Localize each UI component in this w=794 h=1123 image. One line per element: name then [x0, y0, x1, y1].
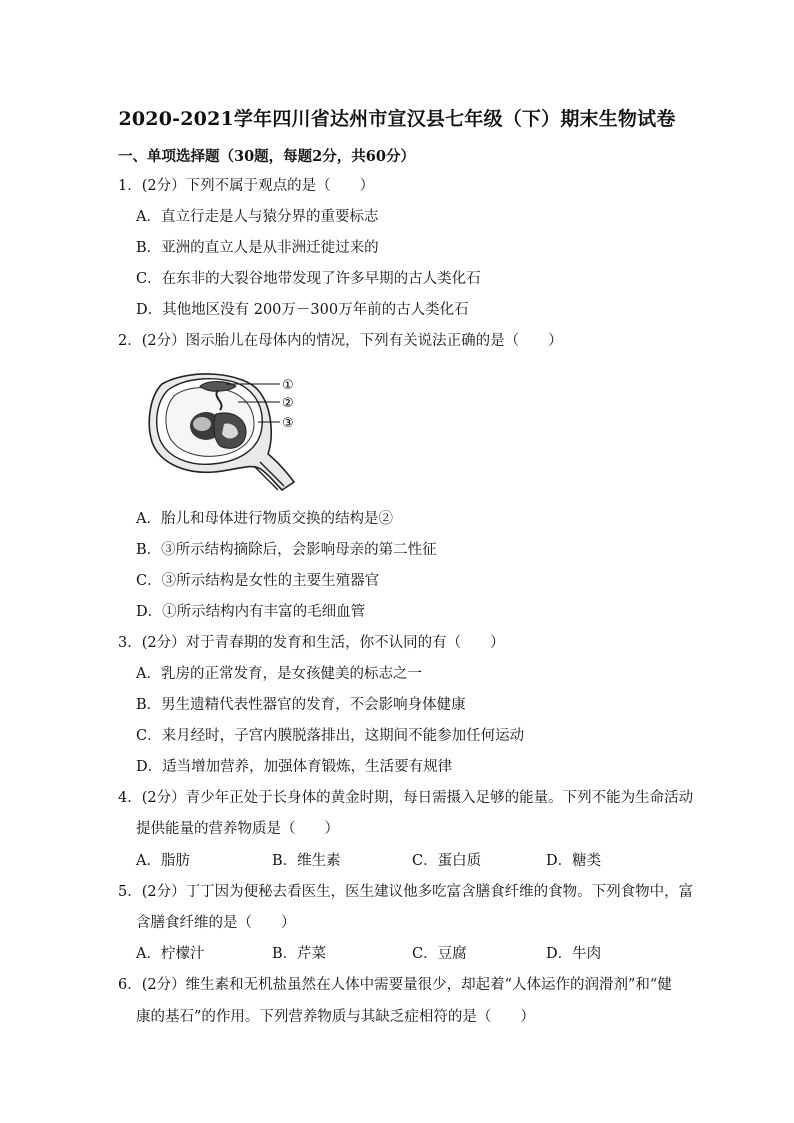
question-5-stem-line-2: 含膳食纤维的是（ ） — [136, 915, 296, 931]
question-3-option-c: C．来月经时，子宫内膜脱落排出，这期间不能参加任何运动 — [136, 728, 525, 744]
question-3-option-b: B．男生遗精代表性器官的发育，不会影响身体健康 — [136, 697, 466, 713]
question-4-stem-line-1: 4．(2分）青少年正处于长身体的黄金时期，每日需摄入足够的能量。下列不能为生命活动 — [118, 790, 694, 806]
fetus-in-uterus-figure — [142, 366, 302, 494]
question-1-option-b: B．亚洲的直立人是从非洲迁徙过来的 — [136, 240, 379, 256]
section-heading: 一、单项选择题（30题，每题2分，共60分） — [118, 148, 415, 165]
question-5-option-a: A．柠檬汁 — [136, 946, 205, 962]
question-4-option-b: B．维生素 — [272, 853, 341, 869]
question-4-option-c: C．蛋白质 — [412, 853, 482, 869]
question-1-option-c: C．在东非的大裂谷地带发现了许多早期的古人类化石 — [136, 271, 481, 287]
question-5-option-d: D．牛肉 — [546, 946, 602, 962]
figure-label-2: ② — [282, 396, 294, 411]
question-5-option-b: B．芹菜 — [272, 946, 327, 962]
figure-label-1: ① — [282, 378, 294, 393]
question-4-option-a: A．脂肪 — [136, 853, 190, 869]
question-6-stem-line-2: 康的基石”的作用。下列营养物质与其缺乏症相符的是（ ） — [136, 1009, 535, 1025]
figure-label-3: ③ — [282, 416, 294, 431]
question-3-option-d: D．适当增加营养，加强体育锻炼，生活要有规律 — [136, 759, 453, 775]
question-4-stem-line-2: 提供能量的营养物质是（ ） — [136, 821, 339, 837]
question-2-option-c: C．③所示结构是女性的主要生殖器官 — [136, 573, 380, 589]
question-1-option-a: A．直立行走是人与猿分界的重要标志 — [136, 209, 379, 225]
question-3-stem: 3．(2分）对于青春期的发育和生活，你不认同的有（ ） — [118, 635, 505, 651]
exam-title: 2020-2021学年四川省达州市宣汉县七年级（下）期末生物试卷 — [118, 108, 676, 130]
question-2-option-d: D．①所示结构内有丰富的毛细血管 — [136, 604, 366, 620]
question-2-stem: 2．(2分）图示胎儿在母体内的情况，下列有关说法正确的是（ ） — [118, 333, 563, 349]
question-2-option-b: B．③所示结构摘除后，会影响母亲的第二性征 — [136, 542, 437, 558]
question-5-stem-line-1: 5．(2分）丁丁因为便秘去看医生，医生建议他多吃富含膳食纤维的食物。下列食物中，富 — [118, 884, 694, 900]
question-1-stem: 1．(2分）下列不属于观点的是（ ） — [118, 178, 375, 194]
question-4-option-d: D．糖类 — [546, 853, 602, 869]
question-3-option-a: A．乳房的正常发育，是女孩健美的标志之一 — [136, 666, 422, 682]
question-6-stem-line-1: 6．(2分）维生素和无机盐虽然在人体中需要量很少，却起着“人体运作的润滑剂”和“健 — [118, 977, 672, 993]
question-1-option-d: D．其他地区没有 200万－300万年前的古人类化石 — [136, 302, 469, 318]
question-5-option-c: C．豆腐 — [412, 946, 467, 962]
question-2-option-a: A．胎儿和母体进行物质交换的结构是② — [136, 511, 393, 527]
